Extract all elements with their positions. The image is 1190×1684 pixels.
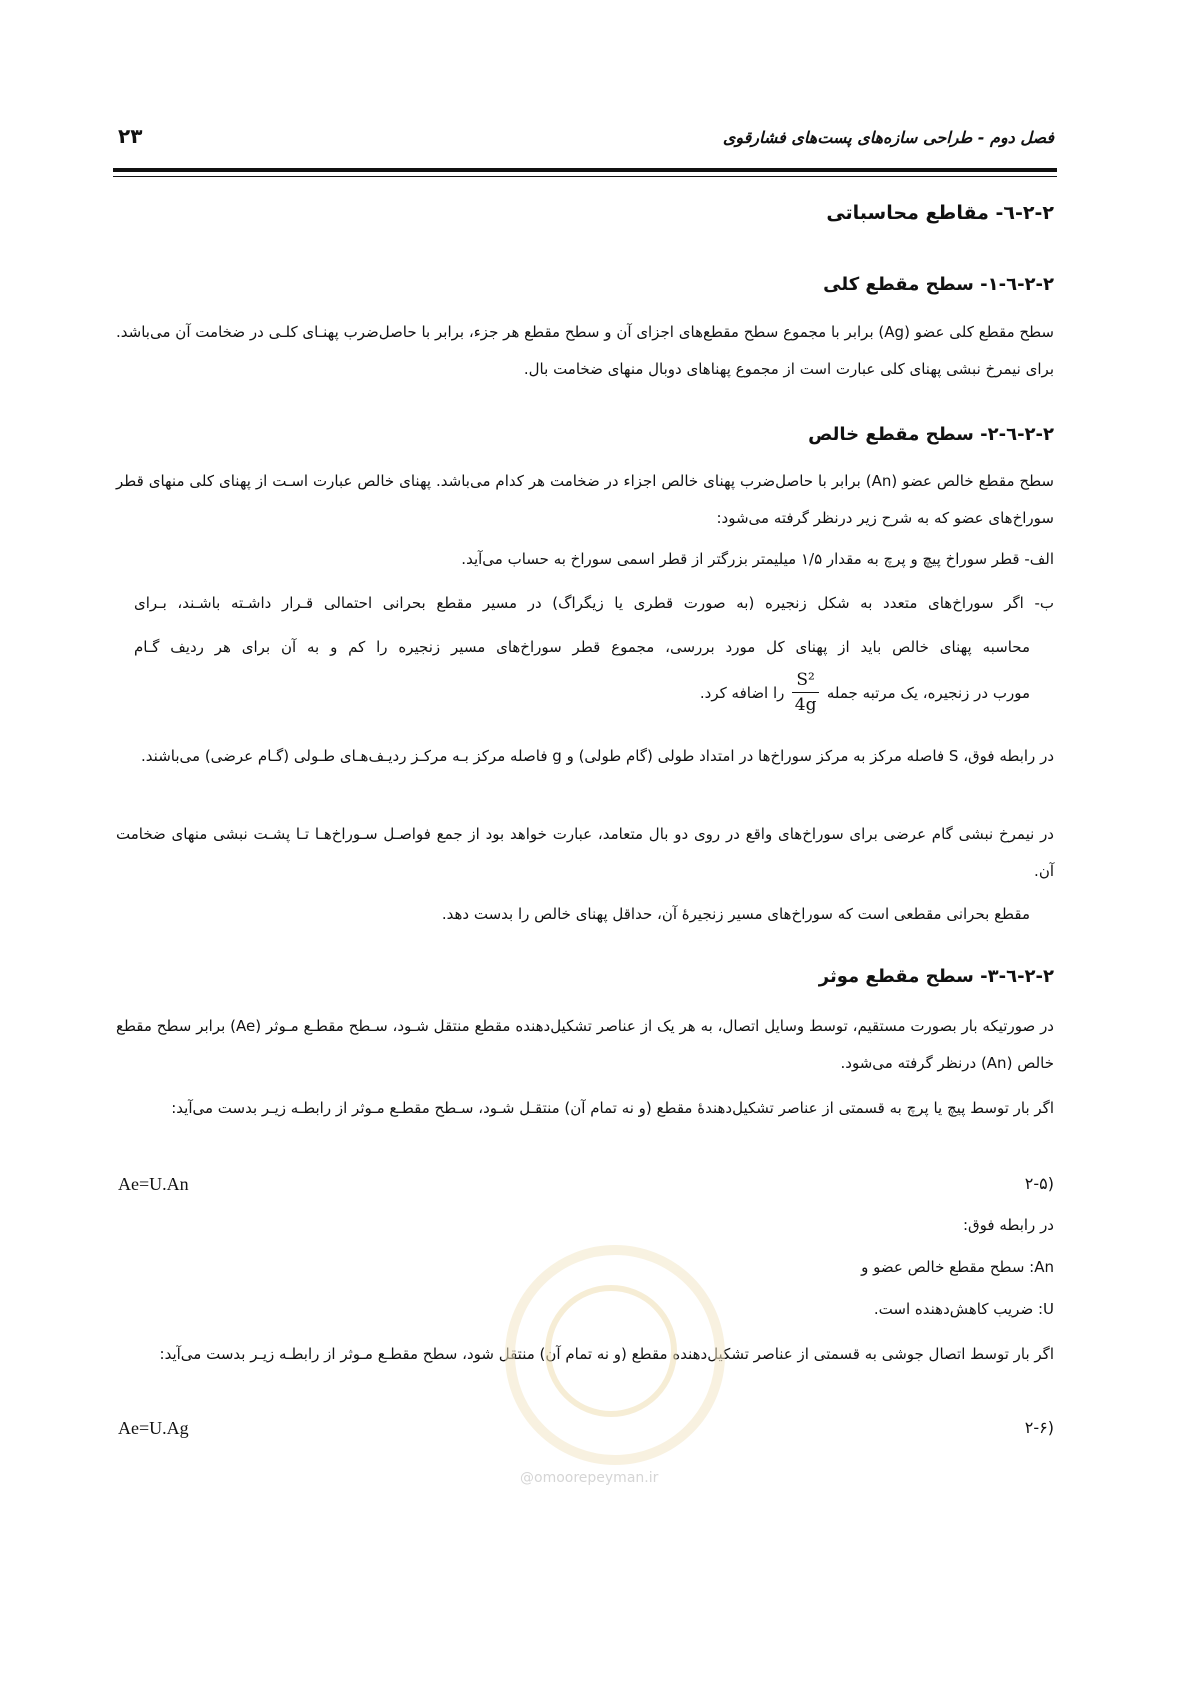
equation-formula: Ae=U.An bbox=[118, 1174, 189, 1194]
list-item: الف- قطر سوراخ پیچ و پرچ به مقدار ۱/۵ میلیمتر بزرگتر از قطر اسمی سوراخ به حساب می‌آید. bbox=[461, 550, 1054, 568]
text-line: در رابطه فوق: bbox=[962, 1216, 1054, 1234]
equation-number: (۲-۵ bbox=[1024, 1174, 1054, 1193]
watermark-text: @omoorepeyman.ir bbox=[520, 1470, 659, 1486]
definition: U: ضریب کاهش‌دهنده است. bbox=[873, 1300, 1054, 1318]
subsection-heading: ۲-۲-٦-۱- سطح مقطع کلی bbox=[823, 274, 1054, 295]
paragraph: در نیمرخ نبشی گام عرضی برای سوراخ‌های واقع در روی دو بال متعامد، عبارت خواهد بود از جمع فواصـل سـوراخ‌هـا تـا پشـت نبشی منهای ضخامت آن. bbox=[116, 825, 1054, 880]
definition: An: سطح مقطع خالص عضو و bbox=[861, 1258, 1054, 1276]
equation-formula: Ae=U.Ag bbox=[118, 1418, 189, 1438]
page-number: ۲۳ bbox=[118, 124, 143, 148]
fraction-denominator: 4g bbox=[794, 695, 817, 715]
paragraph: اگر بار توسط پیچ یا پرچ به قسمتی از عناصر تشکیل‌دهندۀ مقطع (و نه تمام آن) منتقـل شـود، سـطح مقطـع مـوثر از رابطـه زیـر بدست می‌آید: bbox=[171, 1099, 1054, 1117]
paragraph: در رابطه فوق، S فاصله مرکز به مرکز سوراخ‌ها در امتداد طولی (گام طولی) و g فاصله مرکز بـه مرکـز ردیـف‌هـای طـولی (گـام عرضی) می‌باشند. bbox=[141, 747, 1054, 765]
paragraph: اگر بار توسط اتصال جوشی به قسمتی از عناصر تشکیل‌دهنده مقطع (و نه تمام آن) منتقل شود، سطح مقطـع مـوثر از رابطـه زیـر بدست می‌آید: bbox=[159, 1345, 1054, 1363]
watermark-logo bbox=[505, 1245, 725, 1465]
paragraph: در صورتیکه بار بصورت مستقیم، توسط وسایل اتصال، به هر یک از عناصر تشکیل‌دهنده مقطع منتقل شـود، سـطح مقطـع مـوثر (Ae) برابر سطح مقطع خالص (An) درنظر گرفته می‌شود. bbox=[116, 1017, 1054, 1072]
list-item-continuation bbox=[700, 670, 1030, 715]
subsection-heading: ۲-۲-٦-۲- سطح مقطع خالص bbox=[808, 424, 1054, 445]
equation-number: (۲-۶ bbox=[1024, 1418, 1054, 1437]
list-item: ب- اگر سوراخ‌های متعدد به شکل زنجیره (به صورت قطری یا زیگراگ) در مسیر مقطع بحرانی احتمالی قـرار داشـته باشـند، بـرای bbox=[134, 594, 1054, 612]
header-rule-thick bbox=[113, 168, 1057, 172]
fraction bbox=[792, 670, 818, 715]
running-header-title: فصل دوم - طراحی سازه‌های پست‌های فشارقوی bbox=[722, 128, 1054, 147]
text: مورب در زنجیره، یک مرتبه جمله bbox=[826, 683, 1030, 702]
list-item-continuation: محاسبه پهنای خالص باید از پهنای کل مورد بررسی، مجموع قطر سوراخ‌های مسیر زنجیره را کم و به آن برای هر ردیف گـام bbox=[134, 638, 1030, 656]
paragraph: سطح مقطع کلی عضو (Ag) برابر با مجموع سطح مقطع‌های اجزای آن و سطح مقطع هر جزء، برابر با حاصل‌ضرب پهنـای کلـی در ضخامت آن می‌باشد. برای نیمرخ نبشی پهنای کلی عبارت است از مجموع پهناهای دوبال منهای ضخامت بال. bbox=[116, 323, 1054, 378]
subsection-heading: ۲-۲-٦-۳- سطح مقطع موثر bbox=[818, 966, 1054, 987]
paragraph: مقطع بحرانی مقطعی است که سوراخ‌های مسیر زنجیرۀ آن، حداقل پهنای خالص را بدست دهد. bbox=[441, 905, 1030, 923]
section-heading: ۲-۲-٦- مقاطع محاسباتی bbox=[826, 202, 1054, 224]
text: را اضافه کرد. bbox=[699, 683, 785, 702]
paragraph: سطح مقطع خالص عضو (An) برابر با حاصل‌ضرب پهنای خالص اجزاء در ضخامت هر کدام می‌باشد. پهنای خالص عبارت اسـت از پهنای کلی منهای قطر سوراخ‌های عضو که به شرح زیر درنظر گرفته می‌شود: bbox=[116, 472, 1054, 527]
fraction-numerator: S² bbox=[792, 670, 818, 693]
header-rule-thin bbox=[113, 176, 1057, 177]
